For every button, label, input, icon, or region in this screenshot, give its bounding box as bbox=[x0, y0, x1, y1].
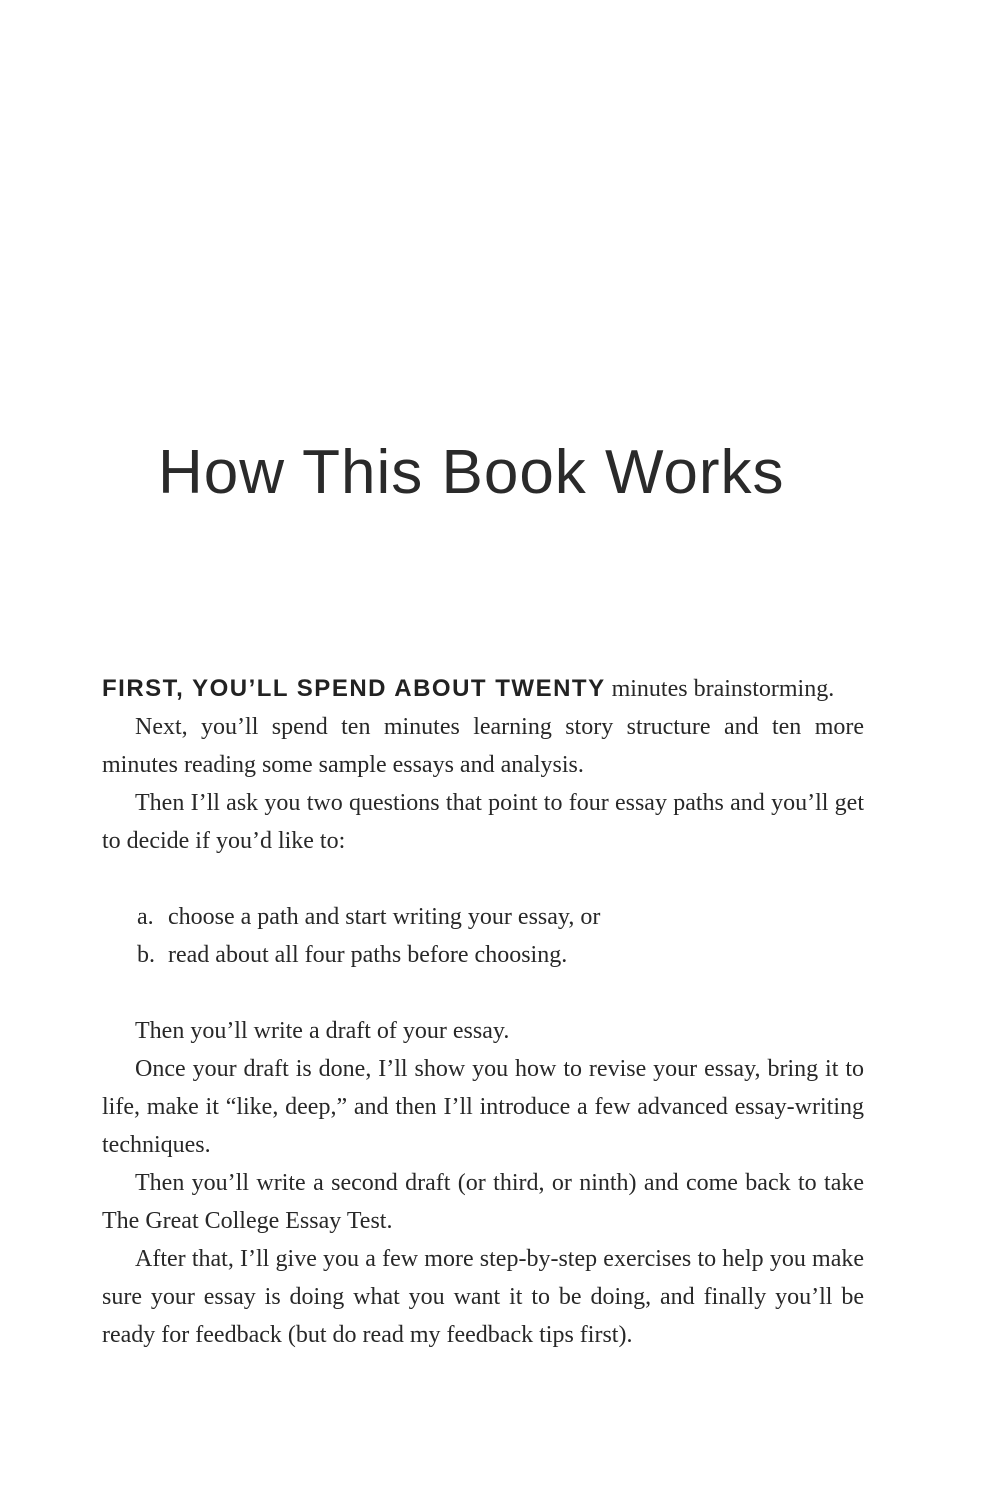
list-item-text: read about all four paths before choosing. bbox=[168, 942, 568, 968]
paragraph-opening bbox=[102, 670, 864, 708]
chapter-title: How This Book Works bbox=[158, 437, 785, 507]
body-text-block bbox=[102, 670, 864, 1354]
list-item-a bbox=[137, 898, 864, 936]
choice-list bbox=[137, 898, 864, 974]
list-marker: a. bbox=[137, 904, 154, 930]
paragraph: Then I’ll ask you two questions that point to four essay paths and you’ll get to decide if you’d like to: bbox=[102, 790, 864, 854]
paragraph: After that, I’ll give you a few more step-by-step exercises to help you make sure your essay is doing what you want it to be doing, and finally you’ll be ready for feedback (but do read my feedback tips first). bbox=[102, 1246, 864, 1348]
paragraph: Once your draft is done, I’ll show you how to revise your essay, bring it to life, make it “like, deep,” and then I’ll introduce a few advanced essay-writing techniques. bbox=[102, 1056, 864, 1158]
paragraph: Then you’ll write a draft of your essay. bbox=[135, 1018, 510, 1044]
list-item-text: choose a path and start writing your essay, or bbox=[168, 904, 601, 930]
list-marker: b. bbox=[137, 942, 155, 968]
list-item-b bbox=[137, 936, 864, 974]
lead-in-text: FIRST, YOU’LL SPEND ABOUT TWENTY bbox=[102, 675, 606, 702]
paragraph: Next, you’ll spend ten minutes learning story structure and ten more minutes reading some sample essays and analysis. bbox=[102, 714, 864, 778]
paragraph: Then you’ll write a second draft (or third, or ninth) and come back to take The Great College Essay Test. bbox=[102, 1170, 864, 1234]
opening-rest-text: minutes brainstorming. bbox=[605, 676, 835, 702]
